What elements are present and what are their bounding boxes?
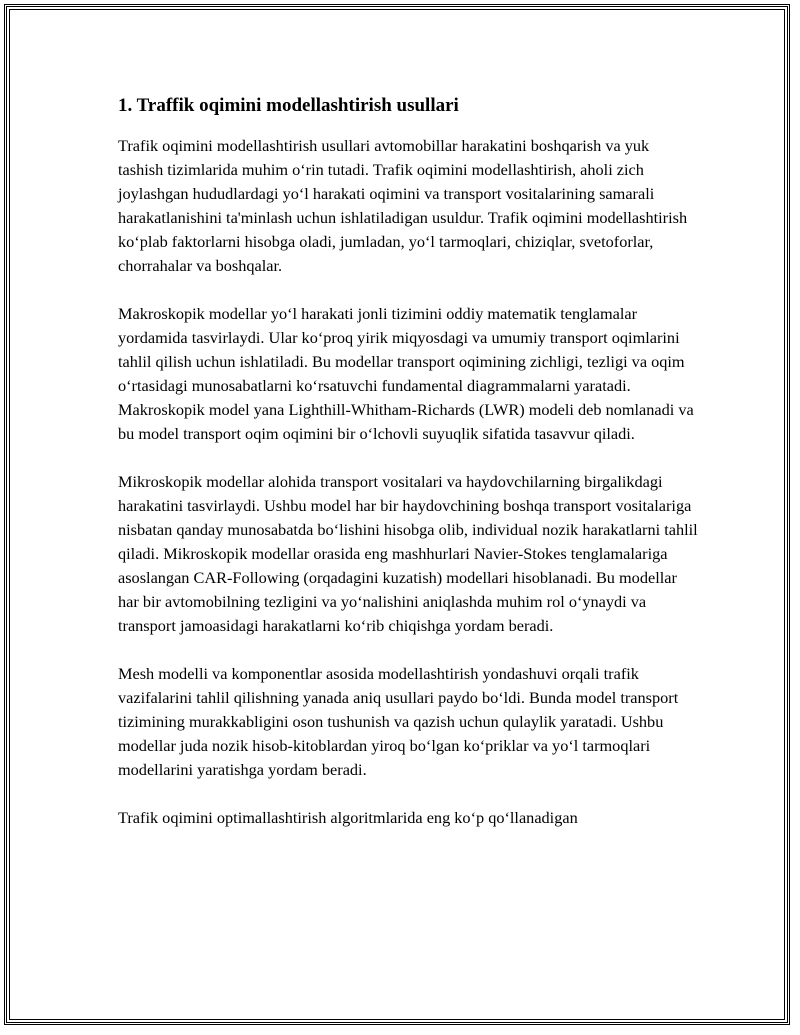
paragraph-mesh: Mesh modelli va komponentlar asosida modellashtirish yondashuvi orqali trafik vazifalarini tahlil qilishning yanada aniq usullari paydo boʻldi. Bunda model transport tizimining murakkabligini oson tushunish va qazish uchun qulaylik yaratadi. Ushbu modellar juda nozik hisob-kitoblardan yiroq boʻlgan koʻpriklar va yoʻl tarmoqlari modellarini yaratishga yordam beradi.	[118, 664, 679, 779]
section-heading: 1. Traffik oqimini modellashtirish usullari	[118, 95, 459, 116]
paragraph-microscopic: Mikroskopik modellar alohida transport vositalari va haydovchilarning birgalikdagi harakatini tasvirlaydi. Ushbu model har bir haydovchining boshqa transport vositalariga nisbatan qanday munosabatda boʻlishini hisobga olib, individual nozik harakatlarni tahlil qiladi. Mikroskopik modellar orasida eng mashhurlari Navier-Stokes tenglamalariga asoslangan CAR-Following (orqadagini kuzatish) modellari hisoblanadi. Bu modellar har bir avtomobilning tezligini va yoʻnalishini aniqlashda muhim rol oʻynaydi va transport jamoasidagi harakatlarni koʻrib chiqishga yordam beradi.	[118, 472, 698, 635]
paragraph-intro: Trafik oqimini modellashtirish usullari avtomobillar harakatini boshqarish va yuk tashish tizimlarida muhim oʻrin tutadi. Trafik oqimini modellashtirish, aholi zich joylashgan hududlardagi yoʻl harakati oqimini va transport vositalarining samarali harakatlanishini ta'minlash uchun ishlatiladigan usuldur. Trafik oqimini modellashtirish koʻplab faktorlarni hisobga oladi, jumladan, yoʻl tarmoqlari, chiziqlar, svetoforlar, chorrahalar va boshqalar.	[118, 136, 688, 275]
document-body	[118, 92, 698, 854]
paragraph-macroscopic: Makroskopik modellar yoʻl harakati jonli tizimini oddiy matematik tenglamalar yordamida tasvirlaydi. Ular koʻproq yirik miqyosdagi va umumiy transport oqimlarini tahlil qilish uchun ishlatiladi. Bu modellar transport oqimining zichligi, tezligi va oqim oʻrtasidagi munosabatlarni koʻrsatuvchi fundamental diagrammalarni yaratadi. Makroskopik model yana Lighthill-Whitham-Richards (LWR) modeli deb nomlanadi va bu model transport oqim oqimini bir oʻlchovli suyuqlik sifatida tasavvur qiladi.	[118, 304, 694, 443]
paragraph-optimization: Trafik oqimini optimallashtirish algoritmlarida eng koʻp qoʻllanadigan	[118, 808, 578, 827]
